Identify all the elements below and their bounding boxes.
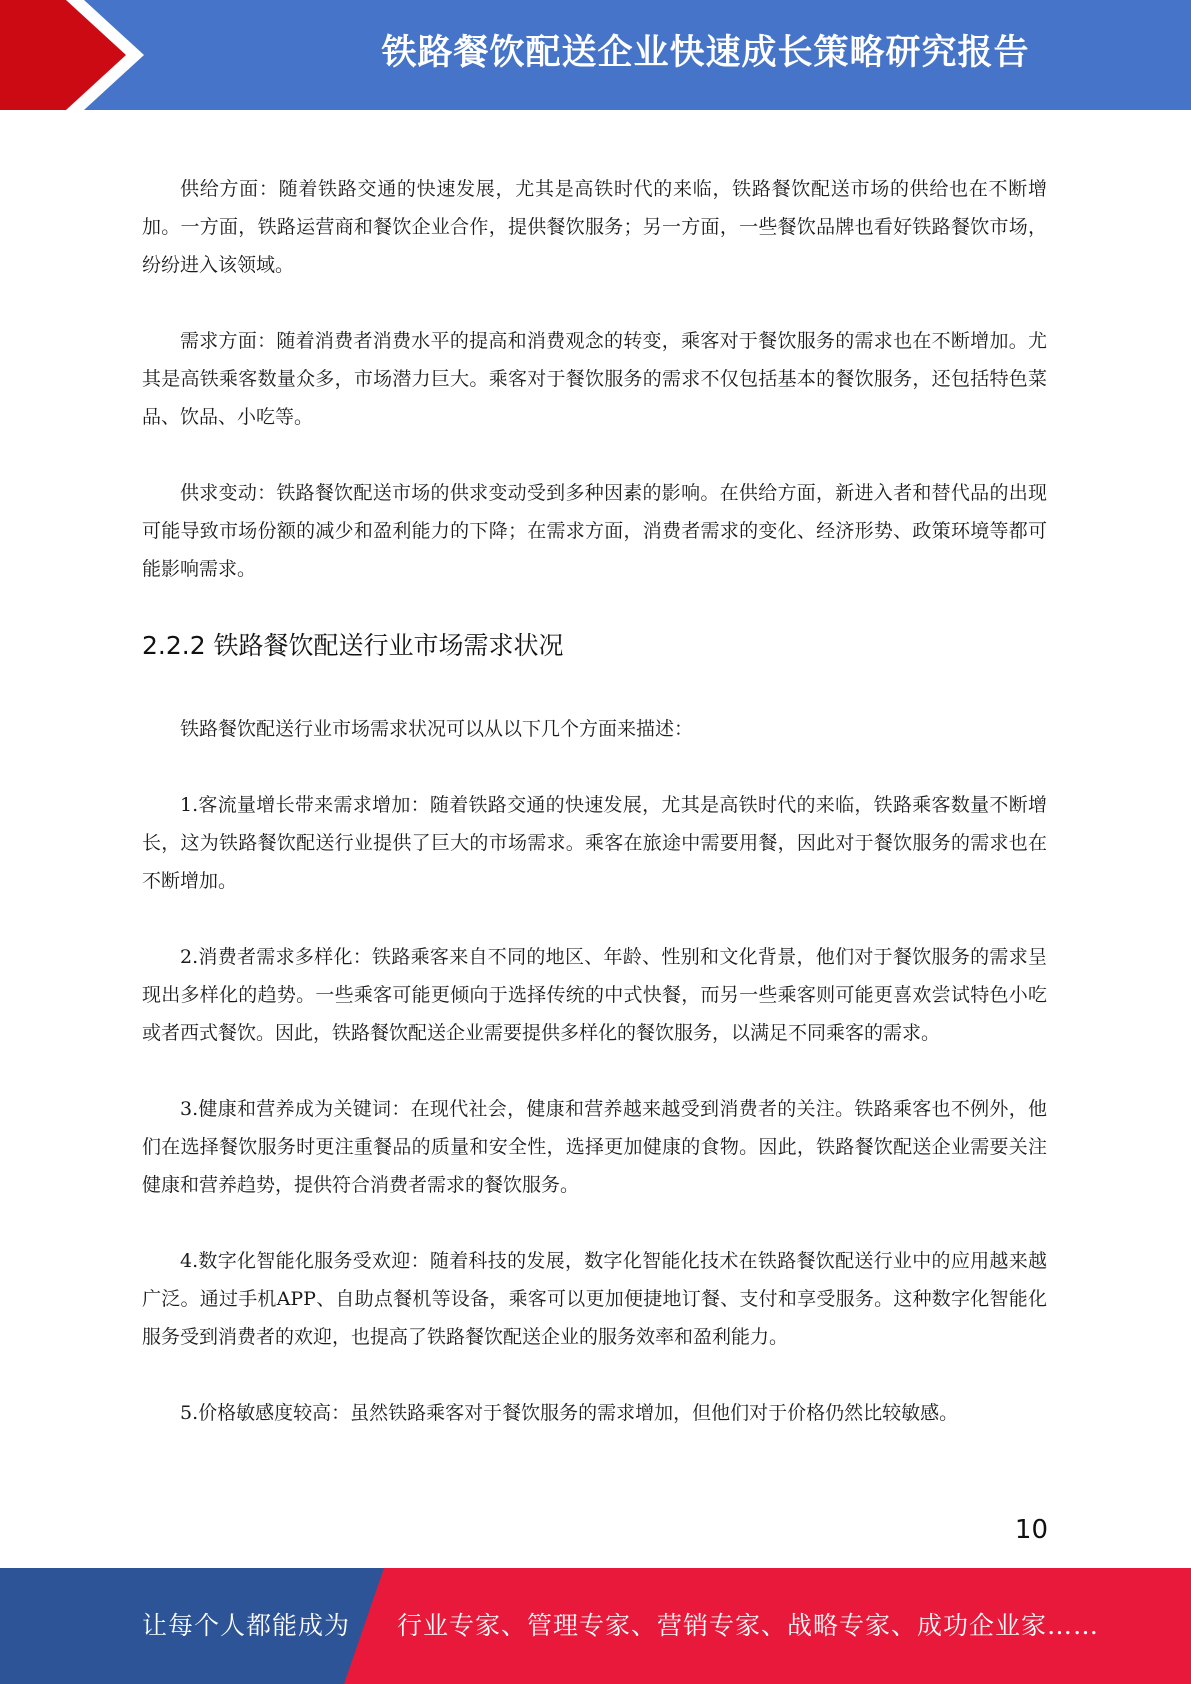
paragraph-item-5: 5.价格敏感度较高：虽然铁路乘客对于餐饮服务的需求增加，但他们对于价格仍然比较敏感。 xyxy=(180,1402,959,1424)
paragraph-item-2: 2.消费者需求多样化：铁路乘客来自不同的地区、年龄、性别和文化背景，他们对于餐饮服务的需求呈现出多样化的趋势。一些乘客可能更倾向于选择传统的中式快餐，而另一些乘客则可能更喜欢尝试特色小吃或者西式餐饮。因此，铁路餐饮配送企业需要提供多样化的餐饮服务，以满足不同乘客的需求。 xyxy=(142,946,1047,1044)
paragraph-item-1: 1.客流量增长带来需求增加：随着铁路交通的快速发展，尤其是高铁时代的来临，铁路乘客数量不断增长，这为铁路餐饮配送行业提供了巨大的市场需求。乘客在旅途中需要用餐，因此对于餐饮服务的需求也在不断增加。 xyxy=(142,794,1047,892)
page-number: 10 xyxy=(1014,1515,1048,1545)
paragraph-item-3: 3.健康和营养成为关键词：在现代社会，健康和营养越来越受到消费者的关注。铁路乘客也不例外，他们在选择餐饮服务时更注重餐品的质量和安全性，选择更加健康的食物。因此，铁路餐饮配送企业需要关注健康和营养趋势，提供符合消费者需求的餐饮服务。 xyxy=(142,1098,1047,1196)
page-header xyxy=(0,0,1191,110)
paragraph-supply-demand-change: 供求变动：铁路餐饮配送市场的供求变动受到多种因素的影响。在供给方面，新进入者和替代品的出现可能导致市场份额的减少和盈利能力的下降；在需求方面，消费者需求的变化、经济形势、政策环境等都可能影响需求。 xyxy=(142,482,1047,580)
document-body xyxy=(142,170,1047,1470)
page-footer xyxy=(0,1568,1191,1684)
paragraph-intro: 铁路餐饮配送行业市场需求状况可以从以下几个方面来描述： xyxy=(180,718,694,740)
paragraph-demand: 需求方面：随着消费者消费水平的提高和消费观念的转变，乘客对于餐饮服务的需求也在不断增加。尤其是高铁乘客数量众多，市场潜力巨大。乘客对于餐饮服务的需求不仅包括基本的餐饮服务，还包括特色菜品、饮品、小吃等。 xyxy=(142,330,1047,428)
report-title: 铁路餐饮配送企业快速成长策略研究报告 xyxy=(381,33,1030,73)
paragraph-item-4: 4.数字化智能化服务受欢迎：随着科技的发展，数字化智能化技术在铁路餐饮配送行业中的应用越来越广泛。通过手机APP、自助点餐机等设备，乘客可以更加便捷地订餐、支付和享受服务。这种数字化智能化服务受到消费者的欢迎，也提高了铁路餐饮配送企业的服务效率和盈利能力。 xyxy=(142,1250,1047,1348)
footer-slogan-right: 行业专家、管理专家、营销专家、战略专家、成功企业家…… xyxy=(397,1611,1100,1640)
footer-slogan-left: 让每个人都能成为 xyxy=(142,1611,351,1640)
header-arrow-decoration xyxy=(0,0,160,110)
paragraph-supply: 供给方面：随着铁路交通的快速发展，尤其是高铁时代的来临，铁路餐饮配送市场的供给也在不断增加。一方面，铁路运营商和餐饮企业合作，提供餐饮服务；另一方面，一些餐饮品牌也看好铁路餐饮市场，纷纷进入该领域。 xyxy=(142,178,1047,276)
section-heading: 2.2.2 铁路餐饮配送行业市场需求状况 xyxy=(142,631,564,660)
